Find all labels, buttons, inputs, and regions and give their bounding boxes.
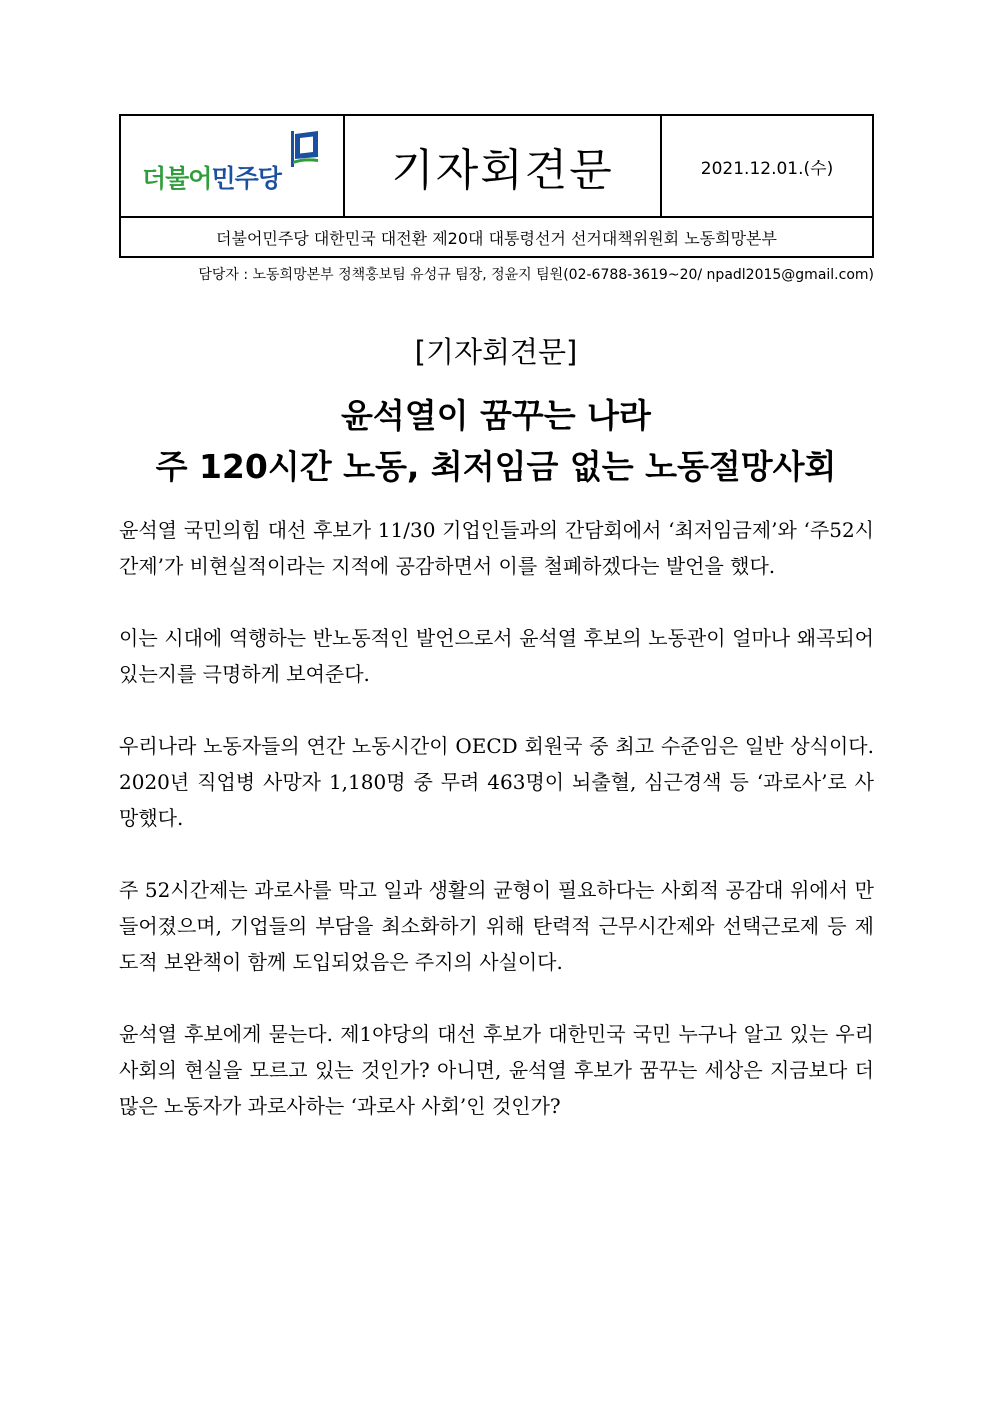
logo-cell <box>121 116 345 216</box>
party-logo-text <box>142 159 281 195</box>
paragraph: 윤석열 국민의힘 대선 후보가 11/30 기업인들과의 간담회에서 ‘최저임금제’와 ‘주52시간제’가 비현실적이라는 지적에 공감하면서 이를 철폐하겠다는 발언을 했다. <box>119 518 874 578</box>
organization-row <box>121 216 872 256</box>
doc-type-cell <box>345 116 662 216</box>
release-date: 2021.12.01.(수) <box>700 158 834 179</box>
party-logo <box>142 131 322 201</box>
headline-line-2: 주 120시간 노동, 최저임금 없는 노동절망사회 <box>155 447 837 486</box>
party-logo-text-blue: 민주당 <box>211 164 281 193</box>
paragraph: 이는 시대에 역행하는 반노동적인 발언으로서 윤석열 후보의 노동관이 얼마나 왜곡되어 있는지를 극명하게 보여준다. <box>119 626 874 686</box>
paragraph: 주 52시간제는 과로사를 막고 일과 생활의 균형이 필요하다는 사회적 공감대 위에서 만들어졌으며, 기업들의 부담을 최소화하기 위해 탄력적 근무시간제와 선택근로제 등 제도적 보완책이 함께 도입되었음은 주지의 사실이다. <box>119 878 874 974</box>
contact-info: 담당자 : 노동희망본부 정책홍보팀 유성규 팀장, 정윤지 팀원(02-6788-3619~20/ npadl2015@gmail.com) <box>198 267 874 283</box>
flag-icon <box>290 131 320 167</box>
party-logo-text-green: 더불어 <box>142 164 212 193</box>
paragraph: 우리나라 노동자들의 연간 노동시간이 OECD 회원국 중 최고 수준임은 일반 상식이다. 2020년 직업병 사망자 1,180명 중 무려 463명이 뇌출혈, 심근경색 등 ‘과로사’로 사망했다. <box>119 734 874 830</box>
organization-name: 더불어민주당 대한민국 대전환 제20대 대통령선거 선거대책위원회 노동희망본부 <box>216 228 777 248</box>
header-table <box>119 114 874 258</box>
body-text <box>119 512 874 1160</box>
date-cell <box>662 116 872 216</box>
header-top-row <box>121 116 872 216</box>
paragraph: 윤석열 후보에게 묻는다. 제1야당의 대선 후보가 대한민국 국민 누구나 알고 있는 우리 사회의 현실을 모르고 있는 것인가? 아니면, 윤석열 후보가 꿈꾸는 세상은 지금보다 더 많은 노동자가 과로사하는 ‘과로사 사회’인 것인가? <box>119 1022 874 1118</box>
doc-type: 기자회견문 <box>391 145 614 196</box>
headline-line-1: 윤석열이 꿈꾸는 나라 <box>341 396 651 435</box>
document-label: [기자회견문] <box>414 335 578 369</box>
